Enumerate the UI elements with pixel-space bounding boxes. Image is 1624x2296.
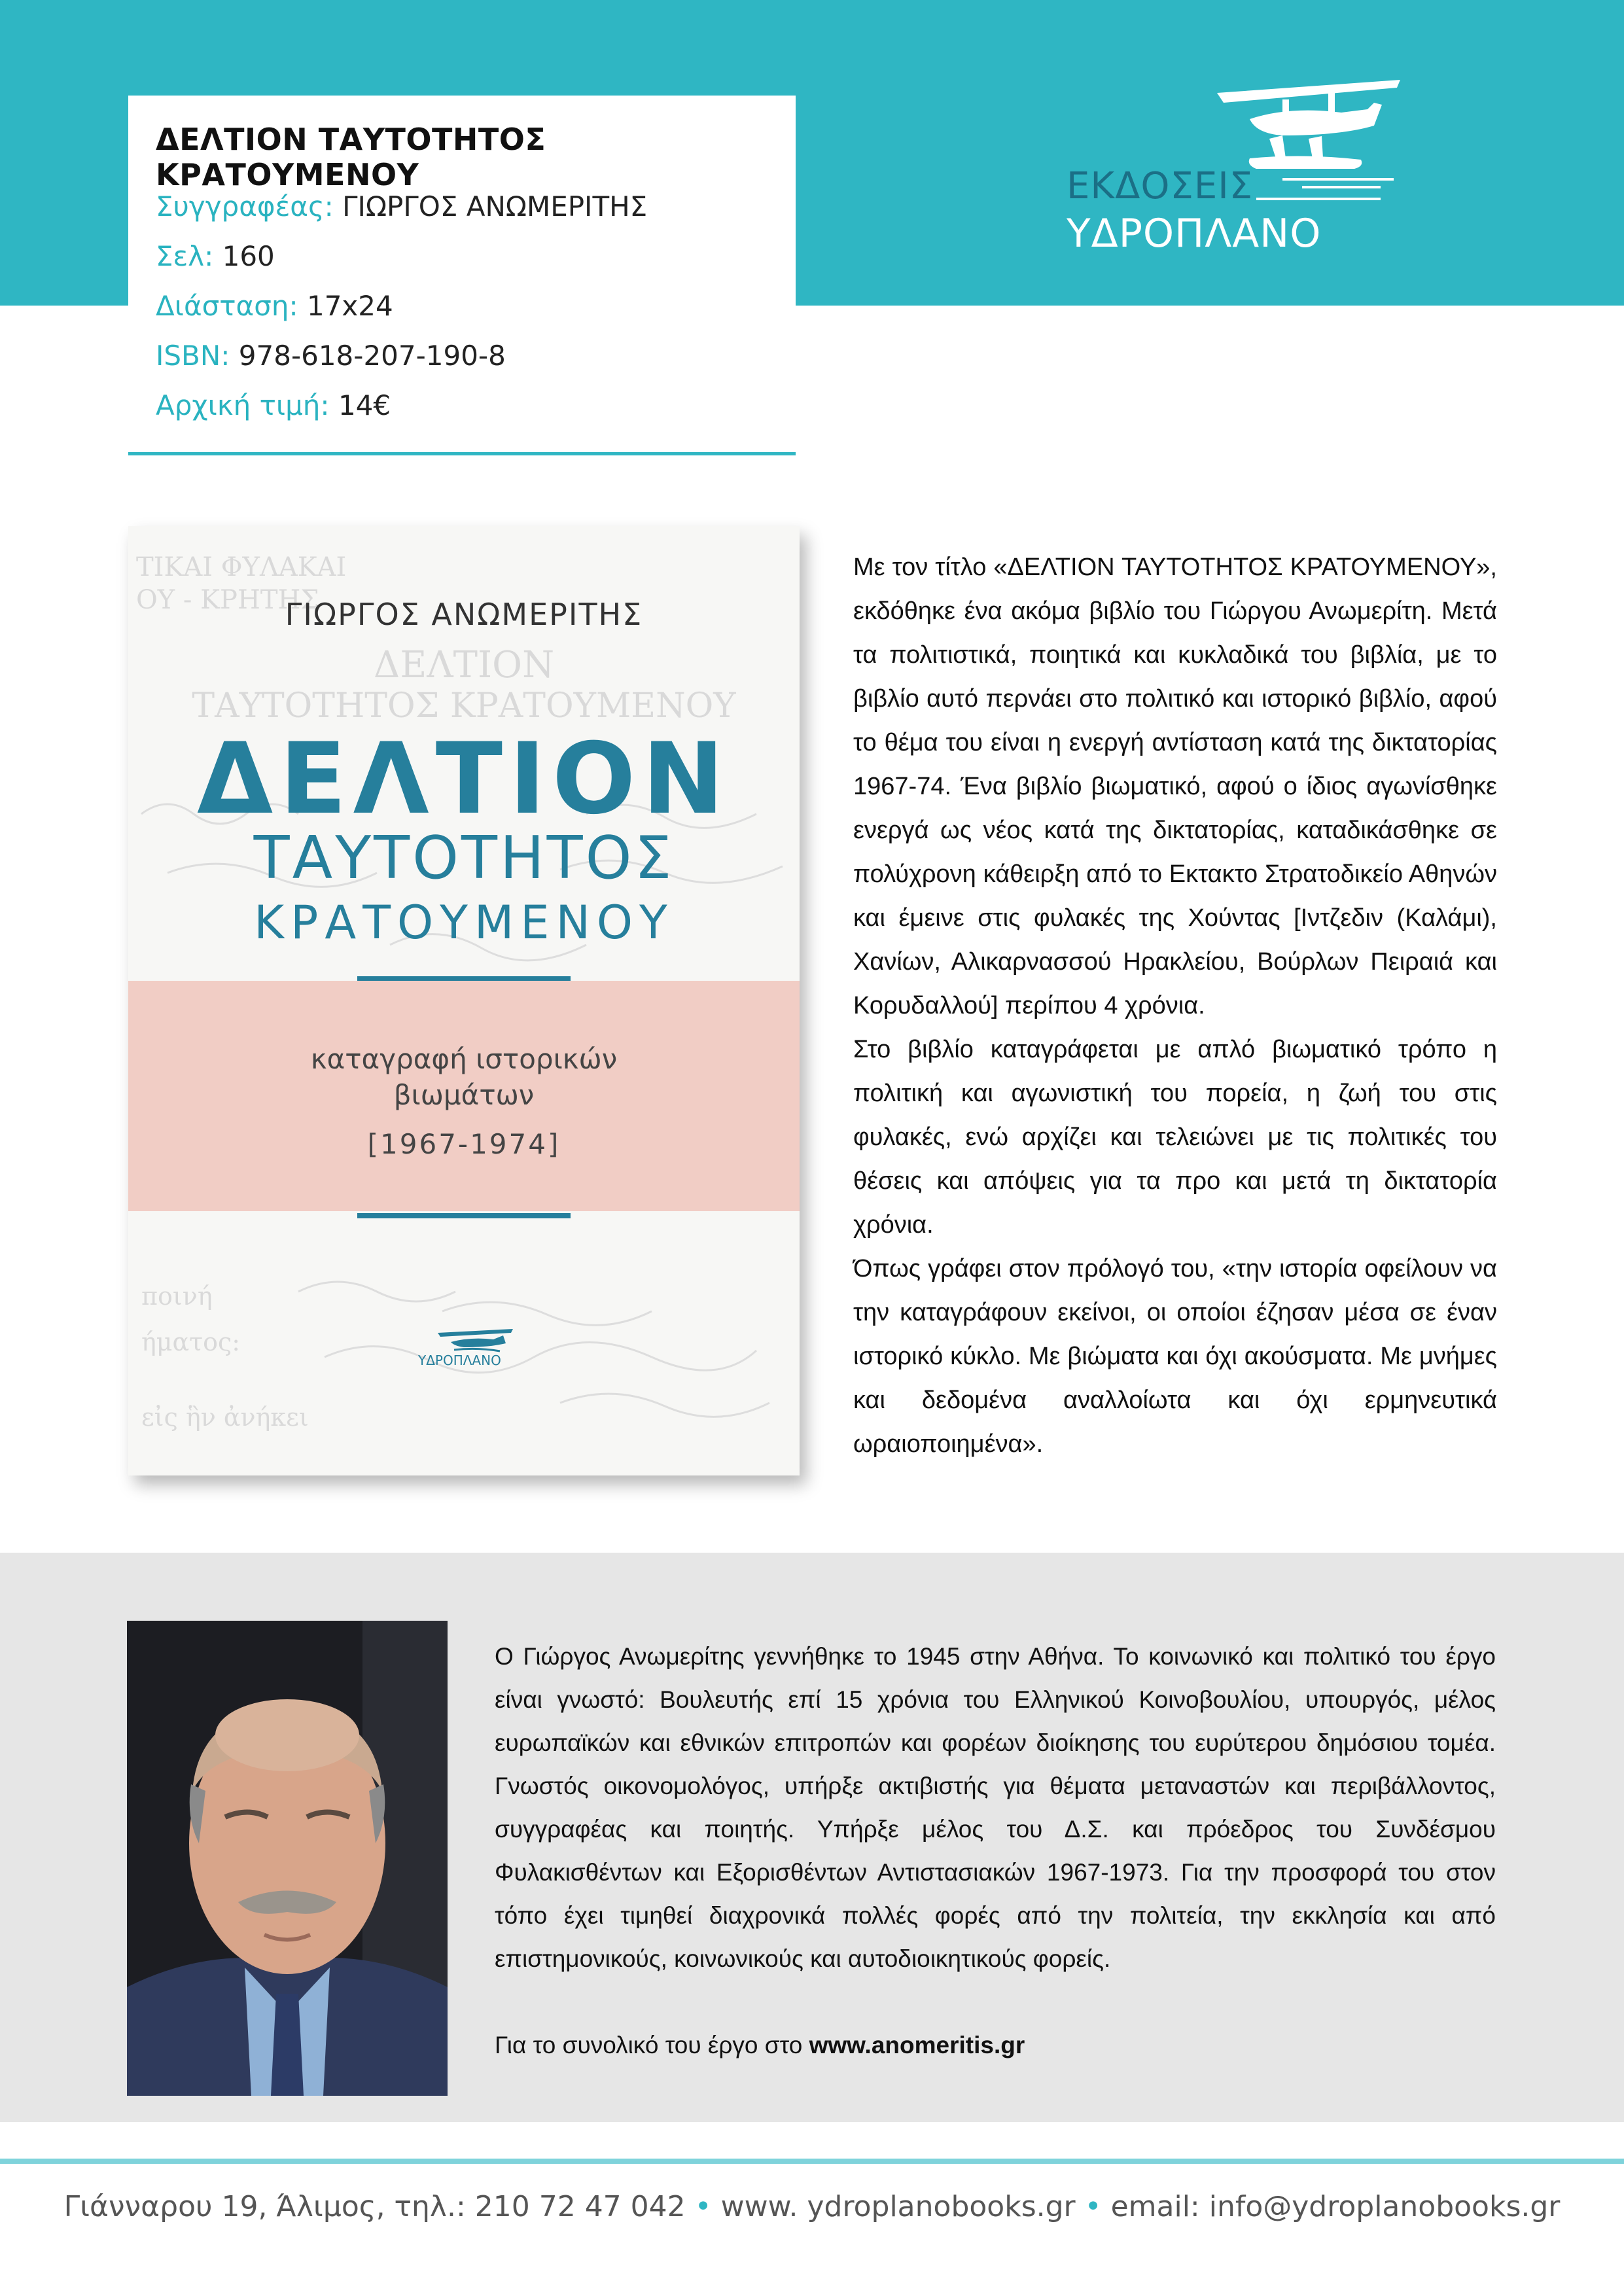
footer-email-link[interactable]: email: info@ydroplanobooks.gr [1110,2190,1561,2223]
card-divider [128,452,796,455]
cover-logo-text: ΥΔΡΟΠΛΑΝΟ [418,1352,501,1368]
bio-paragraph: Ο Γιώργος Ανωμερίτης γεννήθηκε το 1945 στην Αθήνα. Το κοινωνικό και πολιτικό του έργο είναι γνωστό: Βουλευτής επί 15 χρόνια του Ελληνικού Κοινοβουλίου, υπουργός, μέλος ευρωπαϊκών και εθνικών επιτροπών και φορέων διοίκησης του ευρύτερου δημόσιου τομέα. Γνωστός οικονομολόγος, υπήρξε ακτιβιστής για θέματα μεταναστών και περιβάλλοντος, συγγραφέας και ποιητής. Υπήρξε μέλος του Δ.Σ. και πρόεδρος του Συνδέσμου Φυλακισθέντων και Εξορισθέντων Αντιστασιακών 1967-1973. Για την προσφορά του στον τόπο έχει τιμηθεί διαχρονικά πολλές φορές από την πολιτεία, την εκκλησία και από επιστημονικούς, κοινωνικούς και αυτοδιοικητικούς φορείς. [495,1643,1496,1972]
bio-spacer [495,1981,1496,2024]
author-photo [127,1621,448,2096]
footer-address: Γιάνναρου 19, Άλιμος, τηλ.: 210 72 47 042 [63,2190,686,2223]
dimension-row [156,290,393,322]
isbn-value: 978-618-207-190-8 [238,340,506,372]
dimension-value: 17x24 [306,290,393,322]
cover-ghost-heading: ΟΥ - ΚΡΗΤΗΣ [136,585,319,615]
cover-handwriting [285,1272,783,1442]
author-website-link[interactable]: www.anomeritis.gr [809,2032,1025,2058]
cover-subtitle-line2: βιωμάτων [393,1079,535,1111]
cover-years: [1967-1974] [367,1128,561,1160]
price-value: 14€ [338,389,391,421]
book-info-card [128,96,796,455]
description-paragraph: Με τον τίτλο «ΔΕΛΤΙΟΝ ΤΑΥΤΟΤΗΤΟΣ ΚΡΑΤΟΥΜΕΝΟΥ», εκδόθηκε ένα ακόμα βιβλίο του Γιώργου Ανωμερίτη. Μετά τα πολιτιστικά, ποιητικά και κυκλαδικά του βιβλία, με το βιβλίο αυτό περνάει στο πολιτικό και ιστορικό βιβλίο, αφού το θέμα του είναι η ενεργή αντίσταση κατά της δικτατορίας 1967-74. Ένα βιβλίο βιωματικό, αφού ο ίδιος αγωνίσθηκε ενεργά ως νέος κατά της δικτατορίας, καταδικάσθηκε σε πολύχρονη κάθειρξη από το Εκτακτο Στρατοδικείο Αθηνών και έμεινε στις φυλακές της Χούντας [Ιντζεδιν (Καλάμι), Χανίων, Αλικαρνασσού Ηρακλείου, Βούρλων Πειραιά και Κορυδαλλού] περίπου 4 χρόνια. [853,554,1497,1019]
cover-title-line2: ΤΑΥΤΟΤΗΤΟΣ [253,824,675,892]
author-bio [495,1635,1496,2067]
isbn-row [156,340,506,372]
cover-ghost-title: ΤΑΥΤΟΤΗΤΟΣ ΚΡΑΤΟΥΜΕΝΟΥ [192,686,736,726]
bio-site-line [495,2024,1496,2067]
book-cover [128,526,800,1475]
description-paragraph: Στο βιβλίο καταγράφεται με απλό βιωματικό τρόπο η πολιτική και αγωνιστική του πορεία, η ζωή του στις φυλακές, ενώ αρχίζει και τελειώνει με τις πολιτικές του θέσεις και απόψεις για τα προ και μετά τη δικτατορία χρόνια. [853,1036,1497,1239]
footer-separator: • [694,2190,712,2223]
footer-contact [0,2190,1624,2223]
cover-ghost-form: ήματος: [141,1328,241,1356]
isbn-label: ISBN: [156,340,230,372]
price-row [156,389,391,421]
cover-bar-bottom [357,1213,571,1218]
footer-divider [0,2159,1624,2164]
pages-value: 160 [222,240,275,272]
cover-ghost-heading: ΤΙΚΑΙ ΦΥΛΑΚΑΙ [136,552,347,582]
author-label: Συγγραφέας: [156,190,334,222]
cover-title-line1: ΔΕΛΤΙΟΝ [197,722,731,836]
cover-publisher-logo [418,1328,516,1373]
cover-subtitle-line1: καταγραφή ιστορικών [310,1043,618,1075]
cover-ghost-form: εἰς ἣν ἀνήκει [141,1403,309,1432]
publisher-name-line1: ΕΚΔΟΣΕΙΣ [1067,165,1254,207]
bio-site-prefix: Για το συνολικό του έργο στο [495,2032,809,2058]
cover-title-line3: ΚΡΑΤΟΥΜΕΝΟΥ [254,896,674,949]
pages-row [156,240,275,272]
dimension-label: Διάσταση: [156,290,298,322]
publisher-logo [1060,73,1400,270]
book-description [853,546,1497,1466]
author-row [156,190,647,222]
book-title: ΔΕΛΤΙΟΝ ΤΑΥΤΟΤΗΤΟΣ ΚΡΑΤΟΥΜΕΝΟΥ [156,122,546,192]
cover-ghost-form: ποινή [141,1282,213,1311]
logo-underline [1256,198,1381,200]
footer-separator: • [1084,2190,1102,2223]
publisher-name-line2: ΥΔΡΟΠΛΑΝΟ [1067,211,1322,256]
price-label: Αρχική τιμή: [156,389,330,421]
cover-author: ΓΙΩΡΓΟΣ ΑΝΩΜΕΡΙΤΗΣ [285,597,643,632]
seaplane-icon [418,1328,516,1354]
pages-label: Σελ: [156,240,214,272]
author-value: ΓΙΩΡΓΟΣ ΑΝΩΜΕΡΙΤΗΣ [342,190,648,222]
cover-ghost-title: ΔΕΛΤΙΟΝ [373,644,555,686]
description-paragraph: Όπως γράφει στον πρόλογό του, «την ιστορία οφείλουν να την καταγράφουν εκείνοι, οι οποίοι έζησαν μέσα σε έναν ιστορικό κύκλο. Με βιώματα και όχι ακούσματα. Με μνήμες και δεδομένα αναλλοίωτα και όχι ερμηνευτικά ωραιοποιημένα». [853,1255,1497,1458]
footer-website-link[interactable]: www. ydroplanobooks.gr [720,2190,1076,2223]
